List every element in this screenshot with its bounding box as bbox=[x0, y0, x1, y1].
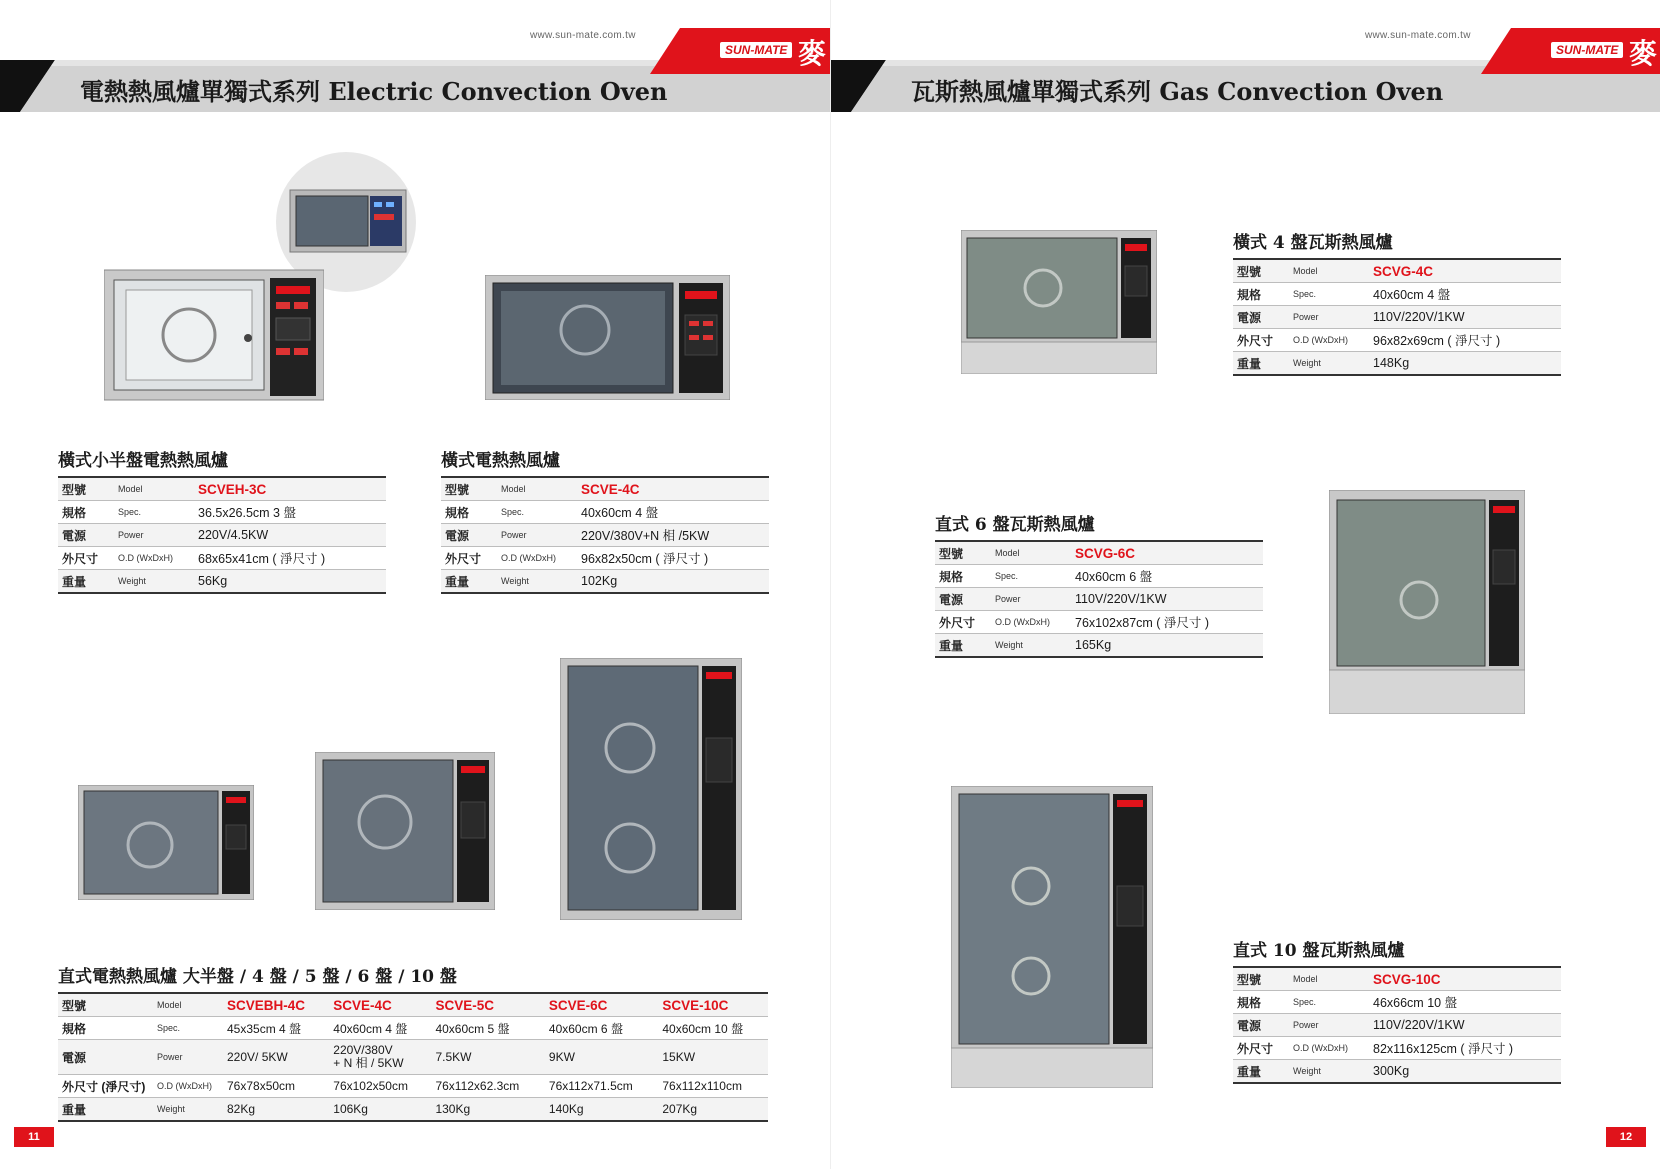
oven-photo-scve-10c bbox=[560, 658, 742, 920]
oven-photo-scvg-10c bbox=[951, 786, 1153, 1088]
logo-character: 麥 bbox=[798, 37, 827, 70]
logo-wordmark: SUN-MATE bbox=[1551, 42, 1623, 58]
brand-logo bbox=[650, 28, 830, 74]
spec-row-power: 電源 Power 110V/220V/1KW bbox=[1233, 306, 1561, 329]
oven-photo-scvg-4c bbox=[961, 230, 1157, 374]
spec-row-model: 型號 Model SCVG-6C bbox=[935, 541, 1263, 565]
oven-photo-scveh-3c bbox=[104, 268, 324, 408]
page-title: 電熱熱風爐單獨式系列 Electric Convection Oven bbox=[80, 77, 668, 106]
spec-row-spec: 規格 Spec. 40x60cm 4 盤 bbox=[441, 501, 769, 524]
spec-row-dimensions: 外尺寸 O.D (WxDxH) 96x82x50cm ( 淨尺寸 ) bbox=[441, 547, 769, 570]
spec-block-scvg-10c bbox=[1233, 936, 1561, 1084]
spec-row-dimensions: 外尺寸 O.D (WxDxH) 96x82x69cm ( 淨尺寸 ) bbox=[1233, 329, 1561, 352]
model-value: SCVG-10C bbox=[1369, 967, 1561, 991]
spec-row-weight: 重量 Weight 165Kg bbox=[935, 634, 1263, 658]
oven-photo-scvg-6c bbox=[1329, 490, 1525, 714]
site-url: www.sun-mate.com.tw bbox=[1365, 30, 1471, 41]
spec-row-spec: 規格 Spec. 40x60cm 4 盤 bbox=[1233, 283, 1561, 306]
spec-row-model: 型號 Model SCVE-4C bbox=[441, 477, 769, 501]
spec-row-model: 型號 Model SCVEH-3C bbox=[58, 477, 386, 501]
model-value: SCVE-4C bbox=[577, 477, 769, 501]
spec-row-spec: 規格 Spec. 36.5x26.5cm 3 盤 bbox=[58, 501, 386, 524]
spec-row-dimensions: 外尺寸 O.D (WxDxH) 68x65x41cm ( 淨尺寸 ) bbox=[58, 547, 386, 570]
spec-table bbox=[1233, 966, 1561, 1084]
spec-row-model: 型號 Model SCVG-4C bbox=[1233, 259, 1561, 283]
spec-row-power: 電源 Power 110V/220V/1KW bbox=[935, 588, 1263, 611]
spec-row-weight: 重量 Weight 56Kg bbox=[58, 570, 386, 594]
page-title: 瓦斯熱風爐單獨式系列 Gas Convection Oven bbox=[911, 77, 1444, 106]
spec-row-dimensions: 外尺寸 O.D (WxDxH) 82x116x125cm ( 淨尺寸 ) bbox=[1233, 1037, 1561, 1060]
spec-row-power: 電源 Power 220V/ 5KW 220V/380V + N 相 / 5KW 7.5KW 9KW 15KW bbox=[58, 1040, 768, 1075]
spec-row-model: 型號 Model SCVEBH-4C SCVE-4C SCVE-5C SCVE-6C SCVE-10C bbox=[58, 993, 768, 1017]
model-value: SCVG-4C bbox=[1369, 259, 1561, 283]
spec-row-model: 型號 Model SCVG-10C bbox=[1233, 967, 1561, 991]
site-url: www.sun-mate.com.tw bbox=[530, 30, 636, 41]
logo-sun-icon bbox=[650, 28, 664, 42]
spec-title: 直式 6 盤瓦斯熱風爐 bbox=[935, 515, 1095, 535]
spec-block-scve-4c bbox=[441, 446, 769, 594]
spec-title: 橫式電熱熱風爐 bbox=[441, 451, 560, 471]
model-value: SCVEH-3C bbox=[194, 477, 386, 501]
spec-row-power: 電源 Power 110V/220V/1KW bbox=[1233, 1014, 1561, 1037]
spec-row-weight: 重量 Weight 148Kg bbox=[1233, 352, 1561, 376]
oven-photo-scve-4c-horizontal bbox=[485, 275, 730, 400]
spec-row-dimensions: 外尺寸 (淨尺寸) O.D (WxDxH) 76x78x50cm 76x102x50cm 76x112x62.3cm 76x112x71.5cm 76x112x110cm bbox=[58, 1075, 768, 1098]
spec-table-multi bbox=[58, 992, 768, 1122]
spec-row-weight: 重量 Weight 82Kg 106Kg 130Kg 140Kg 207Kg bbox=[58, 1098, 768, 1122]
spec-row-weight: 重量 Weight 300Kg bbox=[1233, 1060, 1561, 1084]
spec-row-spec: 規格 Spec. 40x60cm 6 盤 bbox=[935, 565, 1263, 588]
spec-table bbox=[441, 476, 769, 594]
spec-block-scvg-4c bbox=[1233, 228, 1561, 376]
spec-table bbox=[1233, 258, 1561, 376]
right-page bbox=[830, 0, 1660, 1169]
page-number: 12 bbox=[1606, 1127, 1646, 1147]
model-value: SCVG-6C bbox=[1071, 541, 1263, 565]
spec-table bbox=[58, 476, 386, 594]
page-number: 11 bbox=[14, 1127, 54, 1147]
oven-photo-scve-5c bbox=[315, 752, 495, 910]
spec-row-power: 電源 Power 220V/4.5KW bbox=[58, 524, 386, 547]
oven-photo-scvebh-4c bbox=[78, 785, 254, 900]
spec-block-scvg-6c bbox=[935, 510, 1263, 658]
spec-row-weight: 重量 Weight 102Kg bbox=[441, 570, 769, 594]
brand-logo bbox=[1481, 28, 1660, 74]
spec-title: 橫式小半盤電熱熱風爐 bbox=[58, 451, 228, 471]
spec-block-scveh-3c bbox=[58, 446, 386, 594]
spec-row-power: 電源 Power 220V/380V+N 相 /5KW bbox=[441, 524, 769, 547]
spec-title: 直式 10 盤瓦斯熱風爐 bbox=[1233, 941, 1405, 961]
spec-row-spec: 規格 Spec. 46x66cm 10 盤 bbox=[1233, 991, 1561, 1014]
spec-row-dimensions: 外尺寸 O.D (WxDxH) 76x102x87cm ( 淨尺寸 ) bbox=[935, 611, 1263, 634]
spec-table bbox=[935, 540, 1263, 658]
logo-character: 麥 bbox=[1629, 37, 1658, 70]
spec-block-vertical-electric bbox=[58, 962, 768, 1122]
spec-title: 橫式 4 盤瓦斯熱風爐 bbox=[1233, 233, 1393, 253]
spec-row-spec: 規格 Spec. 45x35cm 4 盤 40x60cm 4 盤 40x60cm 5 盤 40x60cm 6 盤 40x60cm 10 盤 bbox=[58, 1017, 768, 1040]
logo-sun-icon bbox=[1481, 28, 1495, 42]
spec-title: 直式電熱熱風爐 大半盤 / 4 盤 / 5 盤 / 6 盤 / 10 盤 bbox=[58, 967, 457, 987]
logo-wordmark: SUN-MATE bbox=[720, 42, 792, 58]
